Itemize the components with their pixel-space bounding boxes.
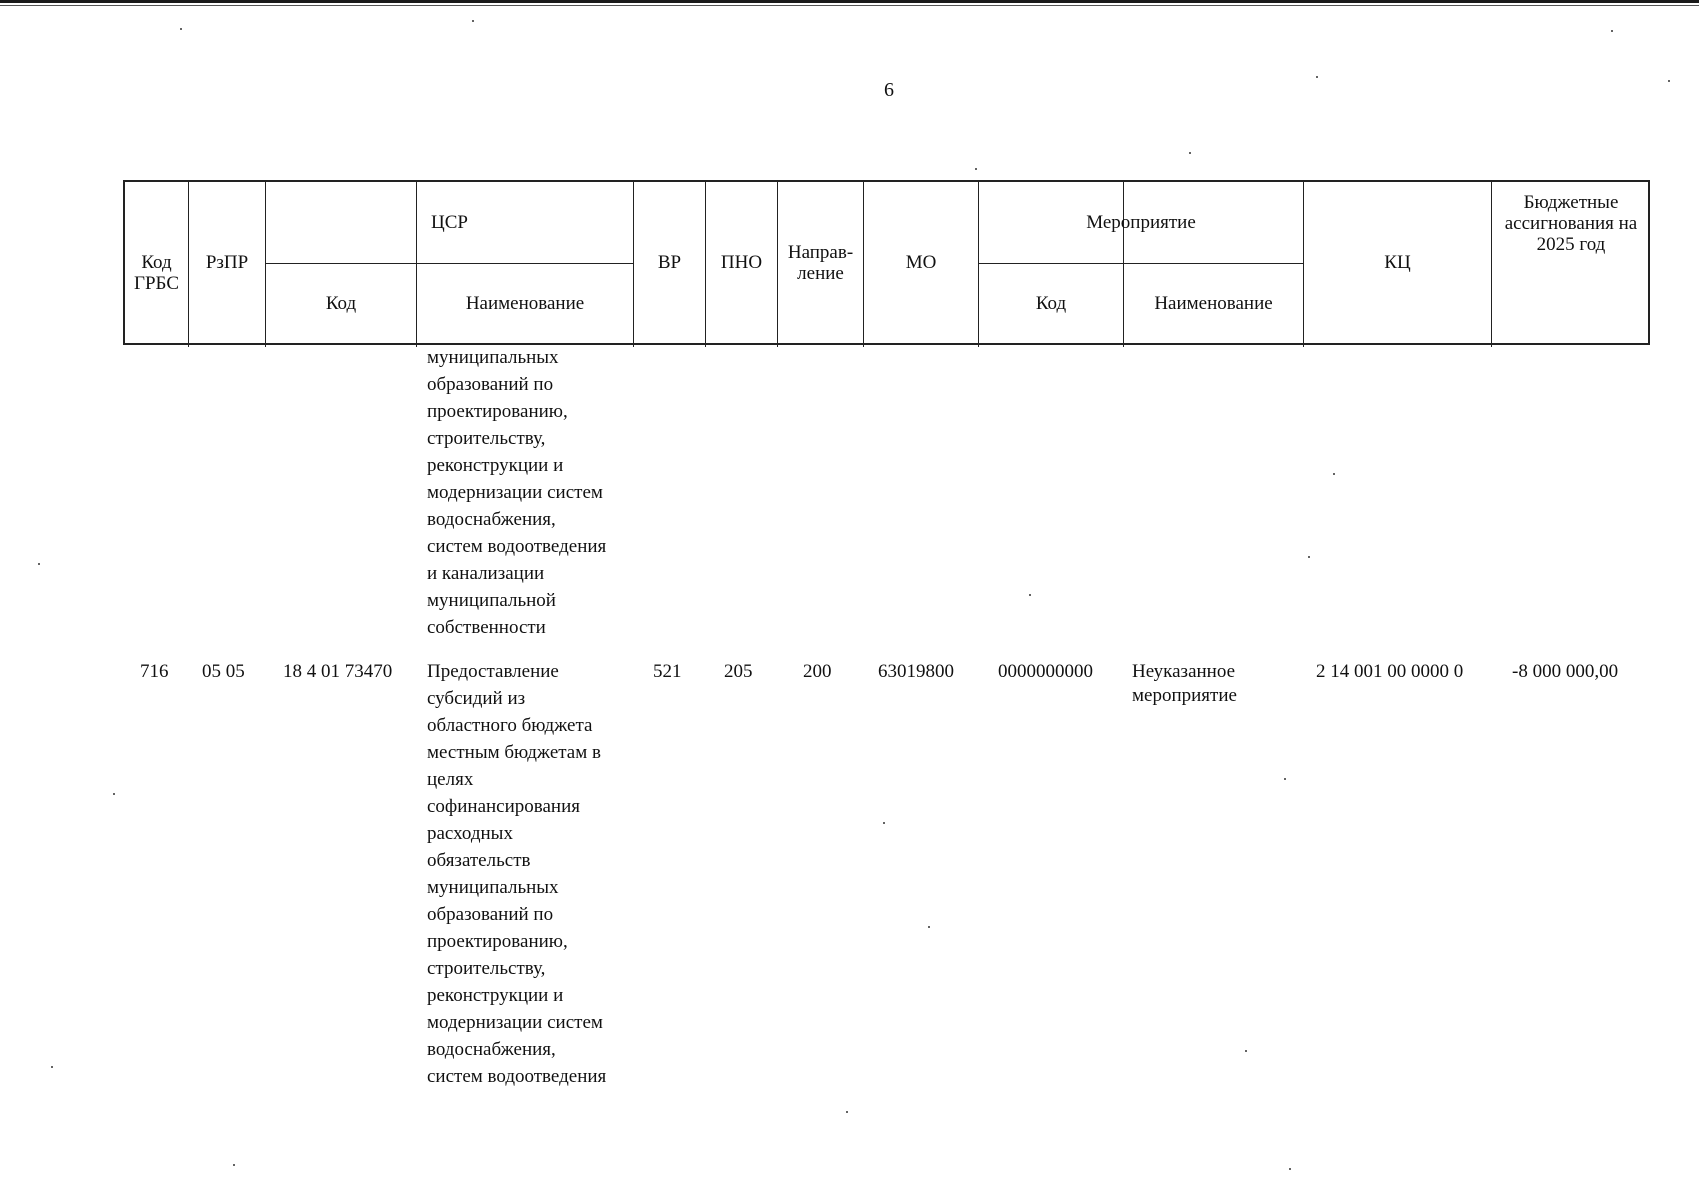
scan-speck xyxy=(928,926,930,928)
header-csr: ЦСР xyxy=(431,212,468,233)
header-kod-grbs: Код ГРБС xyxy=(133,251,179,294)
scan-speck xyxy=(1289,1168,1291,1170)
scan-speck xyxy=(233,1164,235,1166)
header-csr-kod: Код xyxy=(325,293,357,314)
row-budget: -8 000 000,00 xyxy=(1512,661,1619,682)
scan-speck xyxy=(1029,594,1031,596)
header-vr: ВР xyxy=(657,252,682,273)
text-line: образований по xyxy=(427,904,554,925)
scan-speck xyxy=(1245,1050,1247,1052)
scan-speck xyxy=(883,822,885,824)
row-direction: 200 xyxy=(803,661,832,682)
top-border-rule-thin xyxy=(0,5,1699,6)
row-kod-grbs: 716 xyxy=(140,661,169,682)
header-csr-name: Наименование xyxy=(465,293,585,314)
scan-speck xyxy=(1308,556,1310,558)
row-event-kod: 0000000000 xyxy=(998,661,1093,682)
scan-speck xyxy=(38,563,40,565)
text-line: проектированию, xyxy=(427,401,568,422)
header-mo: МО xyxy=(905,252,937,273)
scan-speck xyxy=(1611,30,1613,32)
text-line: систем водоотведения xyxy=(427,536,607,557)
header-kc: КЦ xyxy=(1384,252,1411,273)
row-mo: 63019800 xyxy=(878,661,954,682)
text-line: реконструкции и xyxy=(427,455,564,476)
scan-speck xyxy=(975,168,977,170)
text-line: модернизации систем xyxy=(427,1012,603,1033)
row-pno: 205 xyxy=(724,661,753,682)
text-line: Предоставление xyxy=(427,661,559,682)
header-direction: Направ-ление xyxy=(787,241,854,284)
continued-name-text xyxy=(427,344,647,641)
header-event-kod: Код xyxy=(1035,293,1067,314)
header-event-name: Наименование xyxy=(1154,293,1273,314)
text-line: областного бюджета xyxy=(427,715,593,736)
text-line: муниципальных xyxy=(427,347,559,368)
text-line: местным бюджетам в xyxy=(427,742,601,763)
scan-speck xyxy=(1284,778,1286,780)
text-line: строительству, xyxy=(427,428,546,449)
scan-speck xyxy=(846,1111,848,1113)
header-budget: Бюджетные ассигнования на 2025 год xyxy=(1504,192,1638,255)
scan-speck xyxy=(1333,473,1335,475)
scan-speck xyxy=(1668,80,1670,82)
table-header xyxy=(123,180,1650,345)
header-rzpr: РзПР xyxy=(205,252,249,273)
scan-speck xyxy=(1316,76,1318,78)
text-line: муниципальной xyxy=(427,590,556,611)
row-kc: 2 14 001 00 0000 0 xyxy=(1316,661,1464,682)
text-line: проектированию, xyxy=(427,931,568,952)
scan-speck xyxy=(180,28,182,30)
header-event: Мероприятие xyxy=(1086,212,1196,233)
text-line: софинансирования xyxy=(427,796,581,817)
text-line: реконструкции и xyxy=(427,985,564,1006)
text-line: обязательств xyxy=(427,850,531,871)
text-line: водоснабжения, xyxy=(427,509,556,530)
text-line: и канализации xyxy=(427,563,545,584)
text-line: субсидий из xyxy=(427,688,526,709)
row-csr-kod: 18 4 01 73470 xyxy=(283,661,393,682)
row-rzpr: 05 05 xyxy=(202,661,245,682)
text-line: муниципальных xyxy=(427,877,559,898)
text-line: целях xyxy=(427,769,474,790)
row-csr-name xyxy=(427,658,647,1090)
page-number: 6 xyxy=(884,79,894,101)
row-vr: 521 xyxy=(653,661,682,682)
scan-speck xyxy=(51,1066,53,1068)
scan-speck xyxy=(113,793,115,795)
text-line: водоснабжения, xyxy=(427,1039,556,1060)
scan-speck xyxy=(1189,152,1191,154)
header-pno: ПНО xyxy=(720,252,763,273)
text-line: расходных xyxy=(427,823,513,844)
top-border-rule xyxy=(0,0,1699,3)
text-line: строительству, xyxy=(427,958,546,979)
row-event-name: Неуказанное мероприятие xyxy=(1132,661,1237,706)
text-line: модернизации систем xyxy=(427,482,603,503)
text-line: образований по xyxy=(427,374,554,395)
scan-speck xyxy=(472,20,474,22)
text-line: собственности xyxy=(427,617,546,638)
text-line: систем водоотведения xyxy=(427,1066,607,1087)
